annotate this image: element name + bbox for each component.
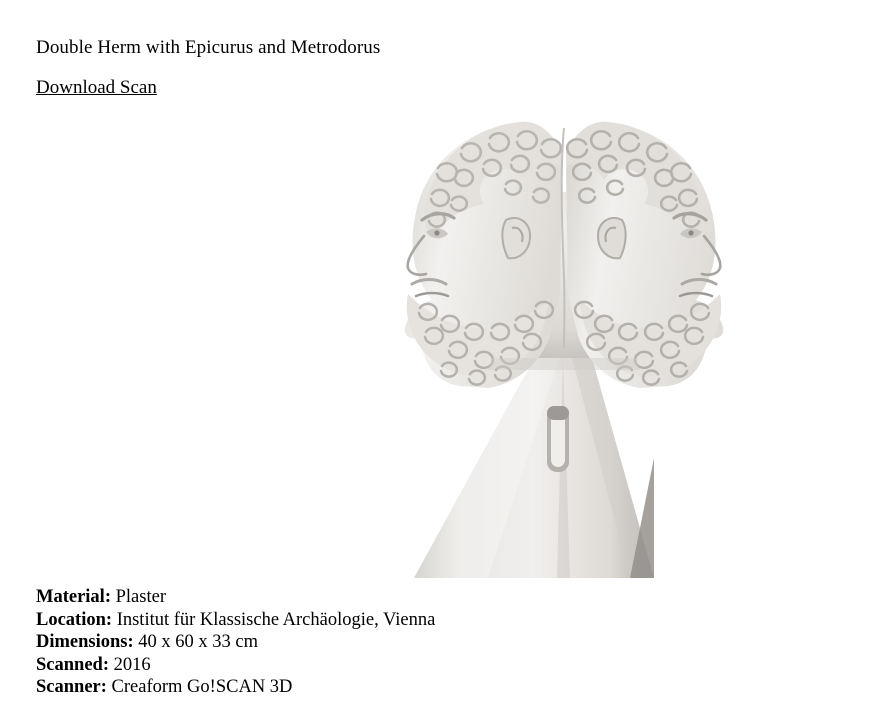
double-herm-illustration [392, 108, 736, 586]
metadata-row-location [36, 609, 435, 632]
artifact-photo [392, 108, 736, 586]
metadata-row-scanned [36, 654, 435, 677]
metadata-row-material [36, 586, 435, 609]
metadata-row-scanner [36, 676, 435, 699]
metadata-label-dimensions: Dimensions: [36, 632, 134, 652]
metadata-row-dimensions [36, 631, 435, 654]
download-scan-link[interactable]: Download Scan [36, 77, 157, 98]
metadata-list [36, 586, 435, 699]
metadata-label-scanned: Scanned: [36, 654, 109, 675]
metadata-label-scanner: Scanner: [36, 677, 107, 697]
metadata-label-material: Material: [36, 587, 111, 607]
metadata-value-scanner: Creaform Go!SCAN 3D [111, 677, 293, 697]
metadata-value-material: Plaster [115, 587, 166, 607]
metadata-label-location: Location: [36, 609, 113, 630]
metadata-value-dimensions: 40 x 60 x 33 cm [138, 632, 259, 652]
metadata-value-location: Institut für Klassische Archäologie, Vienna [116, 609, 436, 630]
page-title: Double Herm with Epicurus and Metrodorus [36, 37, 381, 58]
metadata-value-scanned: 2016 [113, 654, 151, 675]
